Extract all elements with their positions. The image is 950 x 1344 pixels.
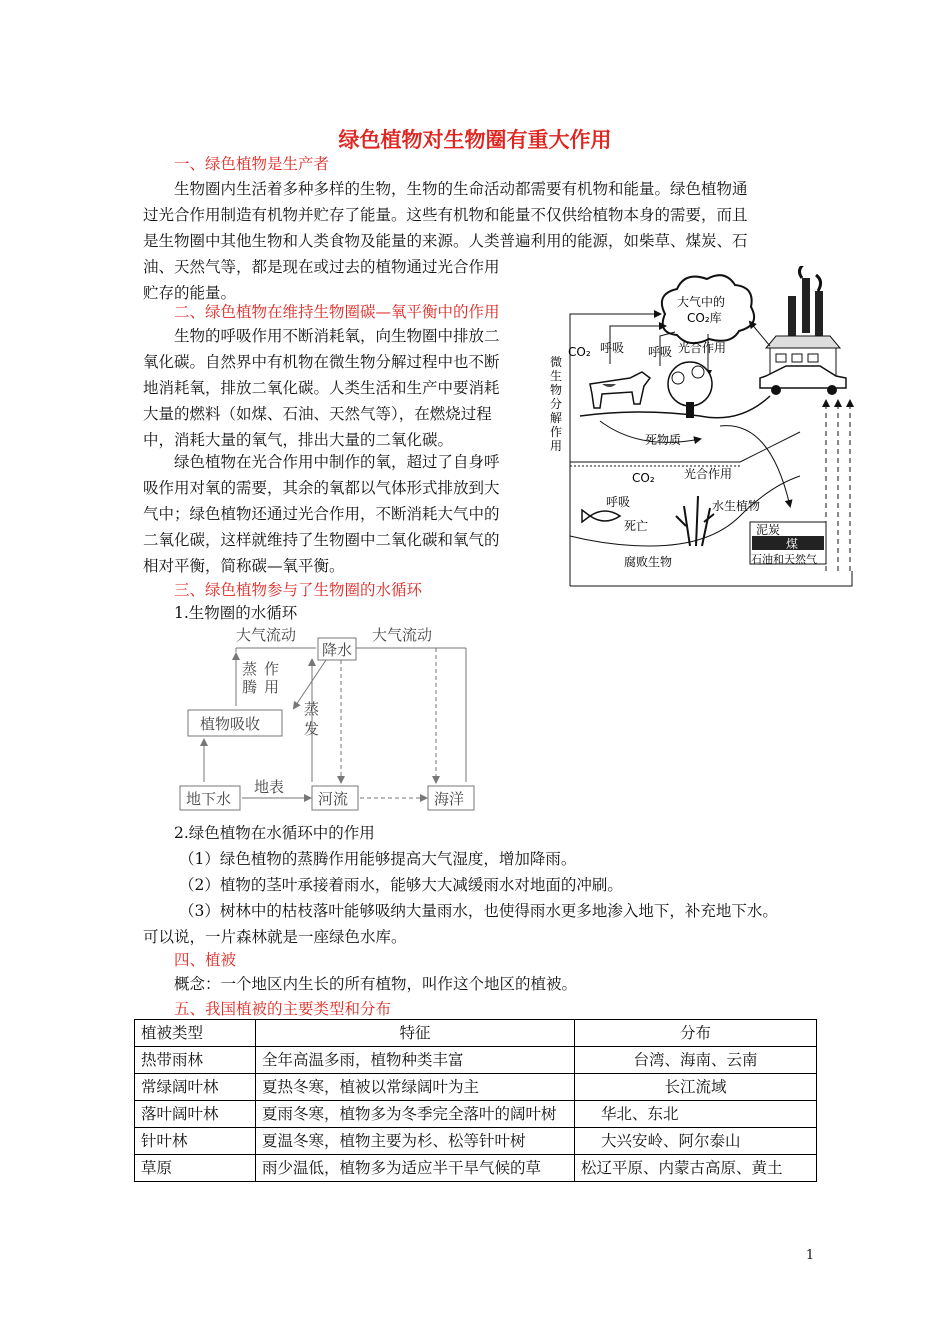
table-cell: 夏温冬寒，植物主要为杉、松等针叶树 [256, 1128, 575, 1155]
table-cell: 大兴安岭、阿尔泰山 [575, 1128, 817, 1155]
groundwater-label: 地下水 [186, 790, 232, 808]
text-line: 生物的呼吸作用不断消耗氧，向生物圈中排放二 [174, 327, 500, 345]
section-3-heading: 三、绿色植物参与了生物圈的水循环 [174, 581, 423, 599]
coal-label: 煤 [786, 537, 799, 551]
co2-cloud-icon [662, 275, 754, 343]
text-line: 是生物圈中其他生物和人类食物及能量的来源。人类普遍利用的能源，如柴草、煤炭、石 [143, 232, 748, 250]
air-flow-label-2: 大气流动 [372, 626, 433, 644]
list-item: （3）树林中的枯枝落叶能够吸纳大量雨水，也使得雨水更多地渗入地下，补充地下水。 [179, 902, 778, 920]
section-2-paragraph-2 [143, 449, 543, 579]
vegetation-table [134, 1019, 817, 1182]
cow-icon [590, 372, 650, 408]
table-cell: 落叶阔叶林 [135, 1101, 256, 1128]
svg-text:用: 用 [550, 439, 563, 453]
text-line: 大量的燃料（如煤、石油、天然气等），在燃烧过程 [143, 405, 492, 423]
table-header: 分布 [575, 1020, 817, 1047]
micro-decomp-label [550, 354, 562, 453]
co2-store-label-2: CO₂库 [687, 311, 722, 325]
plant-absorb-label: 植物吸收 [200, 715, 261, 733]
page-number: 1 [805, 1248, 815, 1263]
text-line: 氧化碳。自然界中有机物在微生物分解过程中也不断 [143, 353, 500, 371]
section-2-paragraph-1 [143, 323, 543, 453]
vegetation-definition: 概念：一个地区内生长的所有植物，叫作这个地区的植被。 [174, 975, 578, 993]
table-header-row [135, 1020, 817, 1047]
section-2-heading: 二、绿色植物在维持生物圈碳—氧平衡中的作用 [174, 303, 500, 321]
svg-text:微: 微 [550, 355, 563, 369]
evaporation-label-1: 蒸 [304, 700, 320, 718]
table-cell: 台湾、海南、云南 [575, 1047, 817, 1074]
table-cell: 华北、东北 [575, 1101, 817, 1128]
table-cell: 长江流域 [575, 1074, 817, 1101]
water-cycle-diagram [176, 624, 476, 814]
air-flow-label-1: 大气流动 [236, 626, 297, 644]
svg-text:生: 生 [550, 369, 563, 383]
table-cell: 夏热冬寒，植被以常绿阔叶为主 [256, 1074, 575, 1101]
surface-label: 地表 [254, 778, 285, 796]
list-item: （2）植物的茎叶承接着雨水，能够大大减缓雨水对地面的冲刷。 [179, 876, 623, 894]
peat-label: 泥炭 [756, 523, 781, 537]
dead-matter-label: 死物质 [645, 433, 682, 447]
ocean-label: 海洋 [434, 790, 465, 808]
action-label-1: 作 [264, 660, 280, 678]
precipitation-label: 降水 [322, 641, 353, 659]
transpiration-label-1: 蒸 [242, 660, 258, 678]
co2-label-a: CO₂ [568, 345, 591, 359]
text-line: 贮存的能量。 [143, 284, 237, 302]
text-line: 地消耗氧，排放二氧化碳。人类生活和生产中要消耗 [143, 379, 500, 397]
table-cell: 松辽平原、内蒙古高原、黄土 [575, 1155, 817, 1182]
table-cell: 夏雨冬寒，植物多为冬季完全落叶的阔叶树 [256, 1101, 575, 1128]
svg-text:作: 作 [550, 425, 563, 439]
table-cell: 草原 [135, 1155, 256, 1182]
section-1-heading: 一、绿色植物是生产者 [174, 155, 330, 173]
svg-text:物: 物 [550, 383, 563, 397]
table-row [135, 1074, 817, 1101]
text-line: 生物圈内生活着多种多样的生物，生物的生命活动都需要有机物和能量。绿色植物通 [174, 180, 748, 198]
table-row [135, 1155, 817, 1182]
table-cell: 全年高温多雨，植物种类丰富 [256, 1047, 575, 1074]
breath-label-b: 呼吸 [648, 345, 673, 359]
text-line: 中，消耗大量的氧气，排出大量的二氧化碳。 [143, 431, 454, 449]
death-label: 死亡 [624, 519, 649, 533]
svg-text:分: 分 [550, 397, 563, 411]
text-line: 二氧化碳，这样就维持了生物圈中二氧化碳和氧气的 [143, 531, 500, 549]
co2-label-b: CO₂ [632, 471, 655, 485]
section-5-heading: 五、我国植被的主要类型和分布 [174, 1000, 392, 1018]
table-row [135, 1047, 817, 1074]
oil-gas-label: 石油和天然气 [751, 553, 817, 566]
photosynthesis-label-a: 光合作用 [678, 341, 727, 355]
carbon-cycle-diagram [540, 266, 860, 596]
factory-icon [766, 266, 840, 376]
action-label-2: 用 [264, 678, 280, 696]
transpiration-label-2: 腾 [242, 678, 258, 696]
table-header: 植被类型 [135, 1020, 256, 1047]
evaporation-label-2: 发 [304, 720, 320, 738]
table-header: 特征 [256, 1020, 575, 1047]
river-label: 河流 [318, 790, 349, 808]
table-cell: 针叶林 [135, 1128, 256, 1155]
table-cell: 常绿阔叶林 [135, 1074, 256, 1101]
table-row [135, 1128, 817, 1155]
text-line: 绿色植物在光合作用中制作的氧，超过了自身呼 [174, 453, 500, 471]
table-cell: 热带雨林 [135, 1047, 256, 1074]
photosynthesis-label-b: 光合作用 [684, 467, 733, 481]
section-4-heading: 四、植被 [174, 951, 237, 969]
water-cycle-subtitle: 1.生物圈的水循环 [174, 604, 298, 622]
aquatic-plant-icon [676, 496, 714, 546]
text-line: 过光合作用制造有机物并贮存了能量。这些有机物和能量不仅供给植物本身的需要，而且 [143, 206, 748, 224]
table-cell: 雨少温低，植物多为适应半干旱气候的草 [256, 1155, 575, 1182]
list-item: （1）绿色植物的蒸腾作用能够提高大气湿度，增加降雨。 [179, 850, 577, 868]
decay-organisms-label: 腐败生物 [624, 555, 673, 569]
breath-label-c: 呼吸 [606, 495, 631, 509]
table-row [135, 1101, 817, 1128]
aquatic-plant-label: 水生植物 [712, 499, 761, 513]
text-line: 相对平衡，简称碳—氧平衡。 [143, 557, 345, 575]
plant-water-role-subtitle: 2.绿色植物在水循环中的作用 [174, 824, 375, 842]
water-role-list [143, 846, 843, 950]
co2-store-label: 大气中的 [677, 295, 726, 309]
list-item: 可以说，一片森林就是一座绿色水库。 [143, 928, 407, 946]
svg-text:解: 解 [550, 411, 563, 425]
tree-icon [668, 362, 712, 418]
page-title: 绿色植物对生物圈有重大作用 [338, 128, 612, 152]
text-line: 气中；绿色植物还通过光合作用，不断消耗大气中的 [143, 505, 500, 523]
fish-icon [582, 510, 620, 522]
text-line: 吸作用对氧的需要，其余的氧都以气体形式排放到大 [143, 479, 500, 497]
text-line: 油、天然气等，都是现在或过去的植物通过光合作用 [143, 258, 500, 276]
breath-label-a: 呼吸 [600, 341, 625, 355]
